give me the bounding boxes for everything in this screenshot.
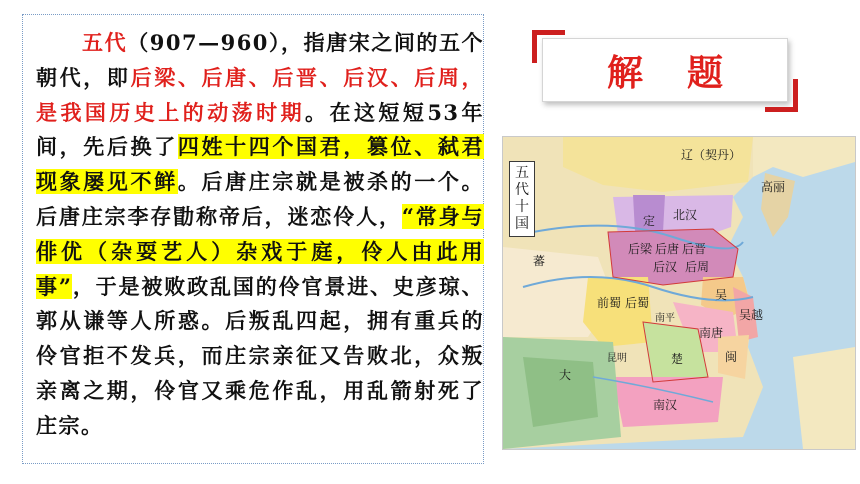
- title-banner: [532, 30, 798, 112]
- highlight-quote: “常身与俳优（杂耍艺人）杂戏于庭，伶人由此用事”: [36, 203, 484, 299]
- passage-segment: ，于是被败政乱国的伶官景进、史彦琼、郭从谦等人所惑。后叛乱四起，拥有重兵的伶官拒不发兵，而庄宗亲征又告败北，众叛亲离之期，伶官又乘危作乱，用乱箭射死了庄宗。: [36, 273, 484, 438]
- term-wudai: 五代: [82, 30, 128, 55]
- label-wu: 吴: [715, 288, 728, 302]
- map-graphic: [503, 137, 855, 449]
- label-houzhou: 后周: [685, 260, 710, 274]
- label-houliang: 后梁: [628, 242, 653, 256]
- legend-char: 十: [515, 199, 529, 215]
- highlight-rulers: 四姓十四个国君，篡位、弑君现象屡见不鲜: [36, 134, 485, 195]
- label-chu: 楚: [671, 352, 684, 366]
- label-nanping: 南平: [655, 313, 675, 324]
- passage-segment: （907—960），指唐宋之间的五个朝代，即: [36, 30, 485, 90]
- label-min: 闽: [725, 350, 738, 364]
- label-kunming: 昆明: [607, 353, 627, 364]
- dynasty-list: 后梁、后唐、后晋、后汉、后周，是我国历史上的动荡时期: [36, 64, 485, 125]
- label-houhan: 后汉: [653, 260, 678, 274]
- label-nantang: 南唐: [699, 326, 724, 340]
- label-wuyue: 吴越: [739, 308, 764, 322]
- legend-char: 五: [515, 165, 529, 181]
- legend-char: 代: [515, 182, 529, 198]
- label-tubo: 蕃: [533, 254, 546, 268]
- label-qianshu: 前蜀: [597, 296, 622, 310]
- legend-char: 国: [515, 216, 529, 232]
- passage-segment: 。在这短短53年间，先后换了: [36, 99, 484, 160]
- label-dali: 大: [559, 368, 572, 382]
- label-gaoli: 高丽: [761, 180, 786, 194]
- label-nanhan: 南汉: [653, 398, 678, 412]
- passage-text: [36, 26, 484, 444]
- map-legend: [509, 161, 535, 237]
- section-title: 解题: [606, 51, 767, 94]
- label-ding: 定: [643, 214, 656, 228]
- label-houtang: 后唐: [655, 242, 680, 256]
- label-beihan: 北汉: [673, 208, 698, 222]
- five-dynasties-map: [502, 136, 856, 450]
- label-houjin: 后晋: [682, 242, 707, 256]
- label-houshu: 后蜀: [625, 296, 650, 310]
- passage-segment: 。后唐庄宗就是被杀的一个。后唐庄宗李存勖称帝后，迷恋伶人，: [36, 169, 485, 229]
- label-liao: 辽（契丹）: [681, 148, 742, 162]
